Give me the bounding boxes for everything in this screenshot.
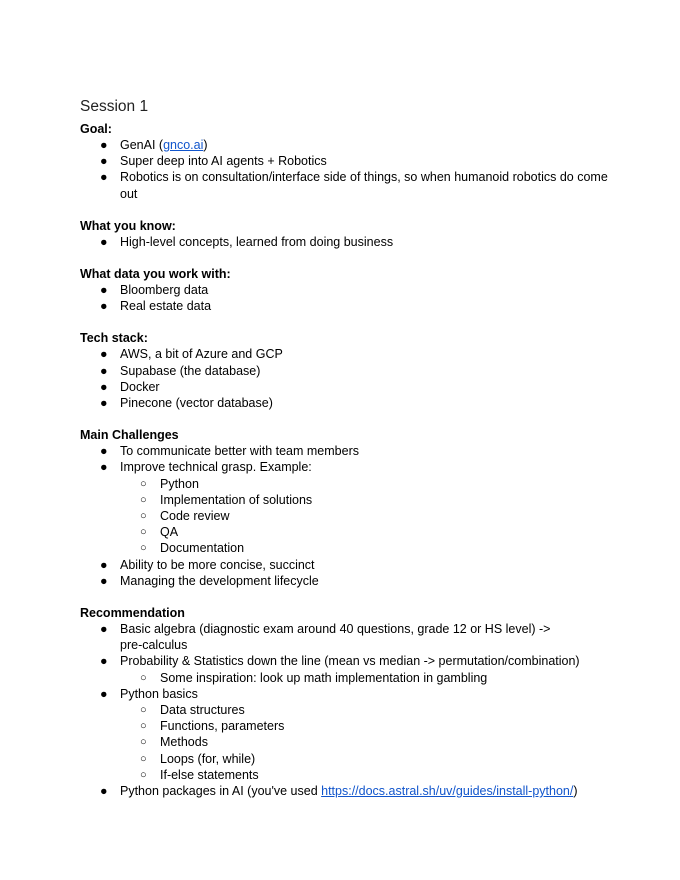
- bullet-icon: ●: [100, 347, 108, 362]
- list-item: [80, 686, 620, 702]
- data-heading: What data you work with:: [80, 267, 231, 282]
- item-text: Managing the development lifecycle: [120, 573, 319, 588]
- what-you-know-list: [80, 234, 620, 250]
- item-text: pre-calculus: [120, 638, 188, 653]
- bullet-icon: ●: [100, 654, 108, 669]
- bullet-icon: ●: [100, 234, 108, 249]
- item-text: If-else statements: [160, 767, 259, 782]
- section-what-you-know: [80, 218, 620, 250]
- item-text: Python basics: [120, 686, 198, 701]
- item-text: Docker: [120, 379, 160, 394]
- session-title: Session 1: [80, 98, 149, 115]
- list-item: [80, 395, 620, 411]
- circle-bullet-icon: ○: [140, 671, 147, 684]
- list-item: [80, 557, 620, 573]
- item-text: Some inspiration: look up math implementation in gambling: [160, 670, 488, 685]
- bullet-icon: ●: [100, 283, 108, 298]
- bullet-icon: ●: [100, 379, 108, 394]
- list-item: [80, 621, 620, 653]
- section-recommendation: [80, 605, 620, 799]
- bullet-icon: ●: [100, 138, 108, 152]
- circle-bullet-icon: ○: [140, 704, 147, 717]
- challenges-list: [80, 443, 620, 589]
- circle-bullet-icon: ○: [140, 720, 147, 733]
- item-text: Robotics is on consultation/interface side of things, so when humanoid robotics do come: [120, 170, 608, 185]
- sub-list-item: [80, 751, 620, 767]
- item-text: Python packages in AI (you've used: [120, 784, 322, 799]
- list-item: [80, 459, 620, 475]
- item-text: ): [573, 784, 578, 799]
- section-challenges: [80, 427, 620, 589]
- goal-heading: Goal:: [80, 122, 112, 136]
- item-text: Improve technical grasp. Example:: [120, 460, 312, 475]
- bullet-icon: ●: [100, 444, 108, 459]
- item-text: Implementation of solutions: [160, 492, 313, 507]
- item-text: ): [203, 138, 208, 152]
- section-goal: [80, 121, 620, 202]
- item-text: Bloomberg data: [120, 283, 209, 298]
- tech-list: [80, 346, 620, 411]
- section-data: [80, 266, 620, 314]
- sub-list-item: [80, 492, 620, 508]
- circle-bullet-icon: ○: [140, 752, 147, 765]
- item-text: Real estate data: [120, 299, 212, 314]
- challenges-heading: Main Challenges: [80, 428, 179, 443]
- circle-bullet-icon: ○: [140, 736, 147, 749]
- bullet-icon: ●: [100, 686, 108, 701]
- data-list: [80, 282, 620, 314]
- list-item: [80, 298, 620, 314]
- sub-list-item: [80, 734, 620, 750]
- bullet-icon: ●: [100, 557, 108, 572]
- list-item: [80, 379, 620, 395]
- item-text: Super deep into AI agents + Robotics: [120, 154, 327, 169]
- document-content: [80, 96, 620, 799]
- item-text: out: [120, 186, 138, 201]
- bullet-icon: ●: [100, 299, 108, 314]
- bullet-icon: ●: [100, 170, 108, 185]
- item-text: GenAI (: [120, 138, 164, 152]
- list-item: [80, 282, 620, 298]
- item-text: Python: [160, 476, 199, 491]
- circle-bullet-icon: ○: [140, 768, 147, 781]
- circle-bullet-icon: ○: [140, 493, 147, 506]
- item-text: High-level concepts, learned from doing business: [120, 234, 394, 249]
- recommendation-heading: Recommendation: [80, 606, 185, 621]
- sub-list-item: [80, 508, 620, 524]
- bullet-icon: ●: [100, 573, 108, 588]
- item-text: Pinecone (vector database): [120, 396, 273, 411]
- item-text: Basic algebra (diagnostic exam around 40 questions, grade 12 or HS level) ->: [120, 622, 551, 637]
- bullet-icon: ●: [100, 460, 108, 475]
- item-text: Probability & Statistics down the line (mean vs median -> permutation/combination): [120, 654, 580, 669]
- bullet-icon: ●: [100, 784, 108, 799]
- item-text: Supabase (the database): [120, 363, 261, 378]
- item-text: To communicate better with team members: [120, 444, 359, 459]
- section-tech-stack: [80, 330, 620, 411]
- sub-list-item: [80, 476, 620, 492]
- list-item: [80, 653, 620, 669]
- circle-bullet-icon: ○: [140, 477, 147, 490]
- sub-list-item: [80, 718, 620, 734]
- sub-list-item: [80, 702, 620, 718]
- tech-heading: Tech stack:: [80, 331, 148, 346]
- item-text: Ability to be more concise, succinct: [120, 557, 315, 572]
- bullet-icon: ●: [100, 396, 108, 411]
- list-item: [80, 234, 620, 250]
- sub-list-item: [80, 524, 620, 540]
- item-text: Code review: [160, 509, 230, 524]
- list-item: [80, 169, 620, 201]
- item-text: QA: [160, 525, 179, 540]
- circle-bullet-icon: ○: [140, 542, 147, 555]
- sub-list-item: [80, 540, 620, 556]
- item-text: AWS, a bit of Azure and GCP: [120, 347, 283, 362]
- sub-list-item: [80, 670, 620, 686]
- list-item: [80, 153, 620, 169]
- item-text: Documentation: [160, 541, 245, 556]
- bullet-icon: ●: [100, 363, 108, 378]
- list-item: [80, 346, 620, 362]
- list-item: [80, 443, 620, 459]
- sub-list-item: [80, 767, 620, 783]
- item-text: Methods: [160, 735, 208, 750]
- list-item: [80, 783, 620, 799]
- what-you-know-heading: What you know:: [80, 218, 176, 233]
- item-text: Data structures: [160, 703, 245, 718]
- list-item: [80, 137, 620, 153]
- recommendation-list: [80, 621, 620, 799]
- circle-bullet-icon: ○: [140, 510, 147, 523]
- gnco-link[interactable]: gnco.ai: [163, 138, 204, 152]
- list-item: [80, 573, 620, 589]
- item-text: Loops (for, while): [160, 751, 256, 766]
- bullet-icon: ●: [100, 622, 108, 637]
- list-item: [80, 363, 620, 379]
- bullet-icon: ●: [100, 154, 108, 169]
- goal-list: [80, 137, 620, 202]
- uv-install-python-link[interactable]: https://docs.astral.sh/uv/guides/install-python/: [321, 784, 574, 799]
- circle-bullet-icon: ○: [140, 526, 147, 539]
- item-text: Functions, parameters: [160, 719, 285, 734]
